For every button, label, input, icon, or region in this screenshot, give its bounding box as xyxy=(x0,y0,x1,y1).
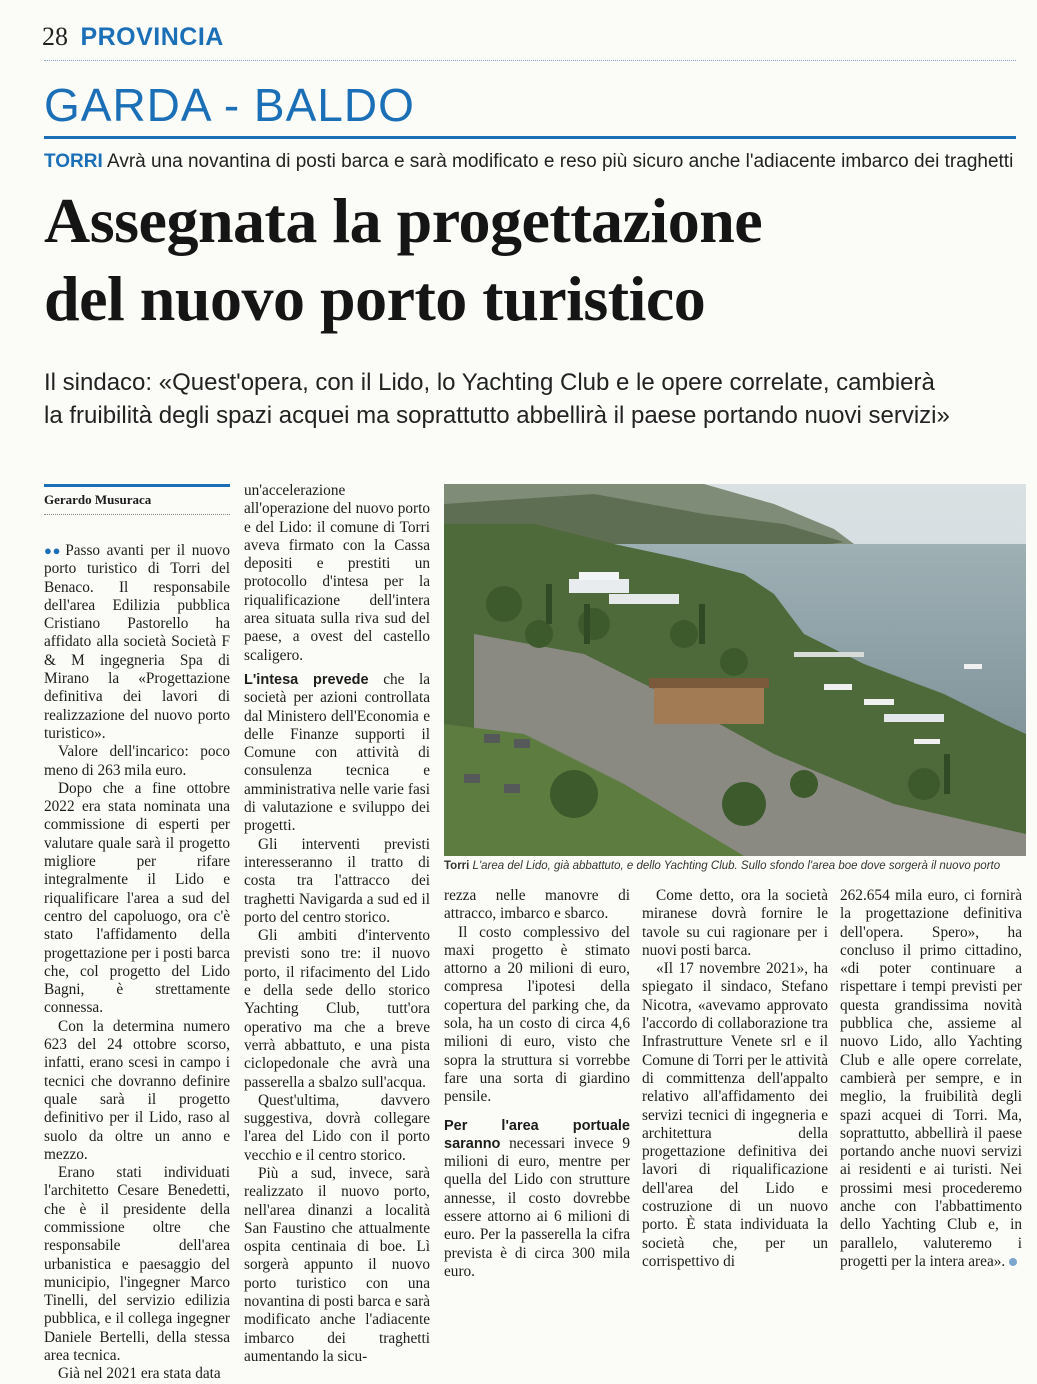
headline-line-2: del nuovo porto turistico xyxy=(44,263,706,334)
paragraph: Quest'ultima, davvero suggestiva, dovrà collegare l'area del Lido con il porto vecchio e il centro storico. xyxy=(244,1091,430,1164)
byline-divider xyxy=(44,514,230,515)
column-1 xyxy=(44,542,230,1384)
region-rule xyxy=(44,136,1016,139)
header-divider xyxy=(44,60,1016,61)
page-header xyxy=(42,22,224,52)
paragraph: ●● Passo avanti per il nuovo porto turistico di Torri del Benaco. Il responsabile dell'area Edilizia pubblica Cristiano Pastorello ha affidato alla società Società F & M ingegneria Spa di Mirano la «Progettazione definitiva dei lavori di realizzazione del nuovo porto turistico». xyxy=(44,542,230,742)
paragraph: Erano stati individuati l'architetto Cesare Benedetti, che è il presidente della commissione oltre che responsabile dell'area urbanistica e paesaggio del municipio, l'ingegner Marco Tinelli, del servizio edilizia pubblica, e il collega ingegner Daniele Bertelli, della stessa area tecnica. xyxy=(44,1164,230,1365)
headline-line-1: Assegnata la progettazione xyxy=(44,185,763,256)
paragraph: «Il 17 novembre 2021», ha spiegato il sindaco, Stefano Nicotra, «avevamo approvato l'accordo di collaborazione tra Infrastrutture Venete srl e il Comune di Torri per le attività di committenza dell'appalto relativo all'affidamento dei servizi tecnici di ingegneria e architettura della progettazione definitiva dei lavori di riqualificazione dell'area del Lido e costruzione di un nuovo porto. È stata individuata la società che, per un corrispettivo di xyxy=(642,960,828,1270)
paragraph: Come detto, ora la società miranese dovrà fornire le tavole su cui ragionare per i nuovi posti barca. xyxy=(642,887,828,959)
byline-rule xyxy=(44,484,230,487)
headline xyxy=(44,182,1024,338)
page-number: 28 xyxy=(42,22,68,51)
summary-line-2: la fruibilità degli spazi acquei ma soprattutto abbellirà il paese portando nuovi servizi» xyxy=(44,402,950,429)
kicker xyxy=(44,151,1024,173)
paragraph: Valore dell'incarico: poco meno di 263 mila euro. xyxy=(44,743,230,779)
section-label: PROVINCIA xyxy=(80,23,224,51)
paragraph: Già nel 2021 era stata data xyxy=(58,1365,221,1383)
paragraph: un'accelerazione all'operazione del nuovo porto e del Lido: il comune di Torri aveva firmato con la Cassa depositi e prestiti un protocollo d'intesa per la riqualificazione dell'intera area situata sulla riva sud del paese, a ovest del castello scaligero. xyxy=(244,482,430,664)
paragraph: rezza nelle manovre di attracco, imbarco e sbarco. xyxy=(444,887,630,923)
column-5 xyxy=(840,887,1022,1271)
region-title: GARDA - BALDO xyxy=(44,79,415,131)
article-photo xyxy=(444,484,1026,856)
end-mark-icon xyxy=(1009,1258,1017,1266)
paragraph: 262.654 mila euro, ci fornirà la progettazione definitiva dell'opera. Spero», ha concluso il primo cittadino, «di poter continuare a rispettare i tempi previsti per questa grandissima novità pubblica che, assieme al nuovo Lido, allo Yachting Club e alle opere correlate, cambierà per sempre, e in meglio, la fruibilità degli spazi acquei di Torri. Ma, soprattutto, abbellirà il paese portando anche nuovi servizi ai residenti e ai turisti. Nei prossimi mesi procederemo anche con l'abbattimento dello Yachting Club e, in parallelo, valuteremo i progetti per la intera area». xyxy=(840,887,1022,1270)
summary-line-1: Il sindaco: «Quest'opera, con il Lido, lo Yachting Club e le opere correlate, cambierà xyxy=(44,369,935,396)
column-3 xyxy=(444,887,630,1281)
summary xyxy=(44,366,1024,432)
paragraph: Gli ambiti d'intervento previsti sono tre: il nuovo porto, il rifacimento del Lido e della sede dello storico Yachting Club, tutt'ora operativo ma che a breve verrà abbattuto, e una pista ciclopedonale che avrà una passerella a sbalzo sull'acqua. xyxy=(244,927,430,1091)
paragraph: Dopo che a fine ottobre 2022 era stata nominata una commissione di esperti per valutare quale sarà il progetto migliore per rifare integralmente il Lido e riqualificare l'area a sud del centro del capoluogo, ora c'è stato l'affidamento della progettazione per i posti barca che, col progetto del Lido Bagni, è strettamente connessa. xyxy=(44,779,230,1017)
caption-text: L'area del Lido, già abbattuto, e dello Yachting Club. Sullo sfondo l'area boe dove sorgerà il nuovo porto xyxy=(472,860,1001,872)
paragraph-lead: Per l'area portuale saranno xyxy=(444,1117,630,1152)
lead-dots-icon: ●● xyxy=(44,543,62,558)
lake-photo-illustration xyxy=(444,484,1026,856)
paragraph: L'intesa prevede che la società per azioni controllata dal Ministero dell'Economia e delle Finanze supporti il Comune con attività di consulenza tecnica e amministrativa nelle varie fasi di valutazione e sviluppo dei progetti. xyxy=(244,670,431,835)
paragraph: Più a sud, invece, sarà realizzato il nuovo porto, nell'area dinanzi a località San Faustino che attualmente ospita centinaia di boe. Lì sorgerà appunto il nuovo porto turistico con una novantina di posti barca e sarà modificato anche l'adiacente imbarco dei traghetti aumentando la sicu- xyxy=(244,1164,430,1365)
photo-caption xyxy=(444,860,1026,872)
kicker-text: Avrà una novantina di posti barca e sarà modificato e reso più sicuro anche l'adiacente imbarco dei traghetti xyxy=(107,151,1014,172)
paragraph: Gli interventi previsti interesseranno il tratto di costa tra l'attracco dei traghetti Navigarda a sud ed il porto del centro storico. xyxy=(244,835,430,926)
paragraph: Il costo complessivo del maxi progetto è stimato attorno a 20 milioni di euro, compresa l'ipotesi della copertura del parking che, da sola, ha un costo di circa 4,6 milioni di euro, visto che sopra la struttura si vorrebbe fare una sorta di giardino pensile. xyxy=(444,923,630,1106)
paragraph: Per l'area portuale saranno necessari invece 9 milioni di euro, mentre per quella del Lido con strutture annesse, il costo dovrebbe essere attorno ai 6 milioni di euro. Per la passerella la cifra prevista è di circa 300 mila euro. xyxy=(444,1117,630,1280)
kicker-place: TORRI xyxy=(44,151,103,172)
paragraph: Con la determina numero 623 del 24 ottobre scorso, infatti, erano scesi in campo i tecnici che dovranno definire quale sarà il progetto definitivo per il Lido, raso al suolo da oltre un anno e mezzo. xyxy=(44,1017,230,1163)
caption-place: Torri xyxy=(444,860,470,872)
column-4 xyxy=(642,887,828,1271)
column-2 xyxy=(244,482,430,1366)
byline: Gerardo Musuraca xyxy=(44,492,152,507)
paragraph-lead: L'intesa prevede xyxy=(244,671,369,688)
